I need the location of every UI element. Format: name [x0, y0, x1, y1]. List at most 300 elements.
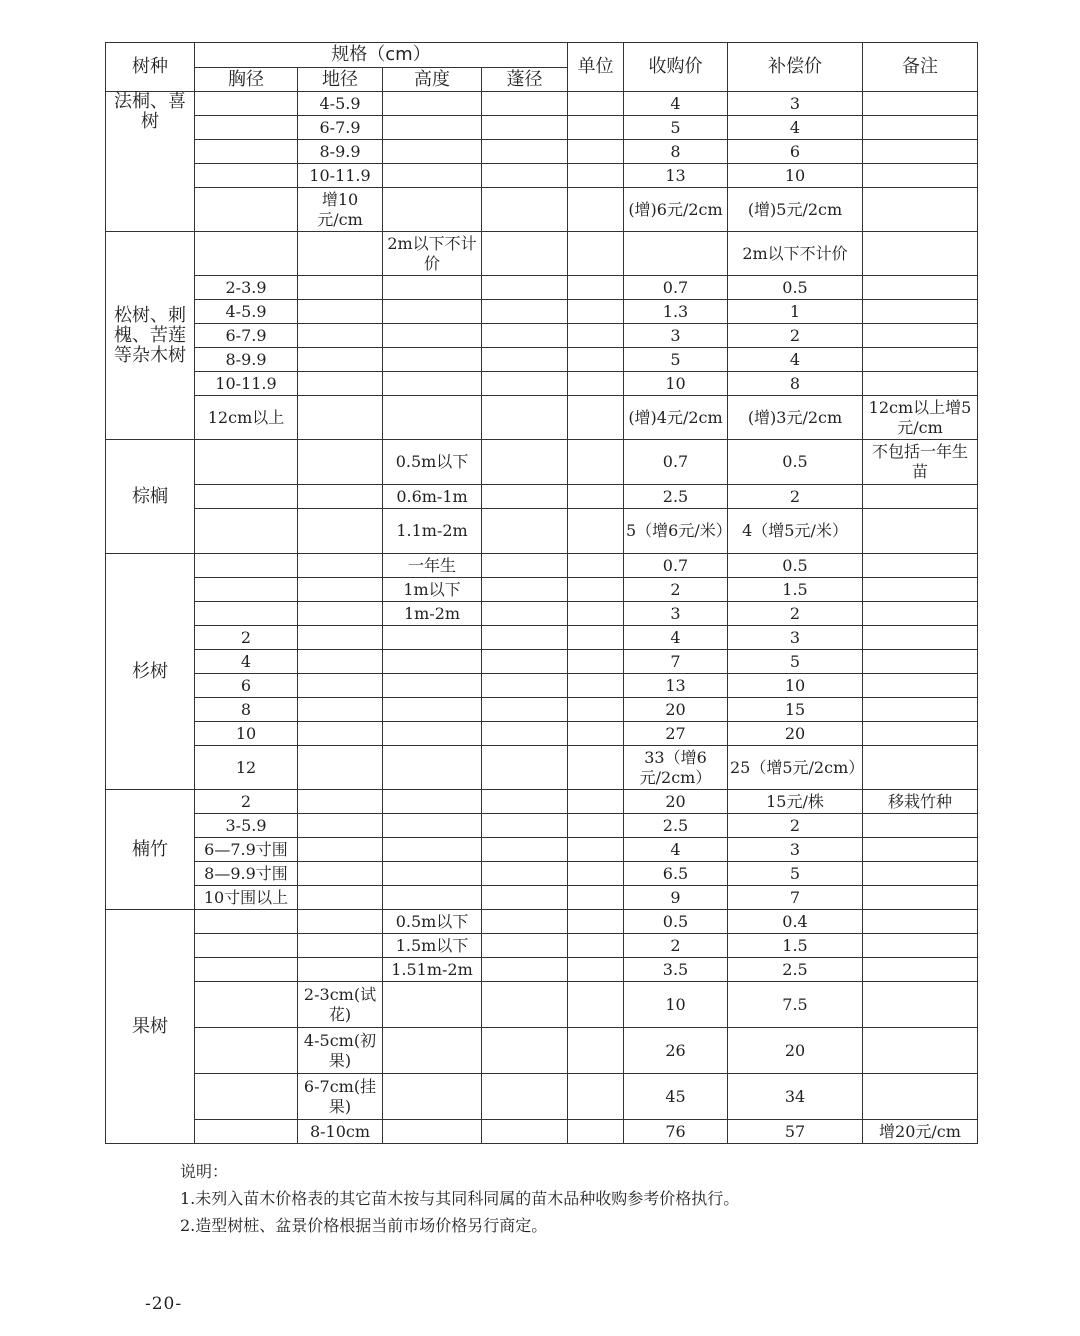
chest-diameter-cell: 10-11.9 — [195, 372, 298, 396]
chest-diameter-cell: 6—7.9寸围 — [195, 838, 298, 862]
height-cell — [383, 790, 482, 814]
unit-cell — [568, 164, 624, 188]
height-cell — [383, 164, 482, 188]
height-cell: 1.5m以下 — [383, 934, 482, 958]
ground-diameter-cell: 8-10cm — [298, 1120, 383, 1144]
unit-cell — [568, 578, 624, 602]
compensation-price-cell: 2 — [728, 485, 863, 509]
chest-diameter-cell: 10 — [195, 722, 298, 746]
crown-cell — [482, 674, 568, 698]
crown-cell — [482, 92, 568, 116]
ground-diameter-cell — [298, 698, 383, 722]
remark-cell — [863, 300, 978, 324]
chest-diameter-cell — [195, 509, 298, 554]
height-cell — [383, 1074, 482, 1120]
table-row — [106, 862, 978, 886]
table-row — [106, 602, 978, 626]
remark-cell — [863, 164, 978, 188]
notes-title: 说明： — [180, 1162, 229, 1181]
header-chest-diameter: 胸径 — [195, 68, 298, 92]
height-cell — [383, 372, 482, 396]
crown-cell — [482, 485, 568, 509]
height-cell: 0.6m-1m — [383, 485, 482, 509]
remark-cell — [863, 140, 978, 164]
chest-diameter-cell — [195, 92, 298, 116]
height-cell — [383, 746, 482, 790]
height-cell — [383, 348, 482, 372]
purchase-price-cell: 7 — [624, 650, 728, 674]
chest-diameter-cell: 8-9.9 — [195, 348, 298, 372]
table-row — [106, 324, 978, 348]
remark-cell — [863, 92, 978, 116]
chest-diameter-cell: 8 — [195, 698, 298, 722]
table-row — [106, 838, 978, 862]
purchase-price-cell: 0.5 — [624, 910, 728, 934]
chest-diameter-cell — [195, 440, 298, 485]
chest-diameter-cell: 6 — [195, 674, 298, 698]
crown-cell — [482, 746, 568, 790]
ground-diameter-cell: 8-9.9 — [298, 140, 383, 164]
remark-cell: 12cm以上增5元/cm — [863, 396, 978, 440]
ground-diameter-cell — [298, 650, 383, 674]
compensation-price-cell: 15元/株 — [728, 790, 863, 814]
height-cell — [383, 188, 482, 232]
ground-diameter-cell — [298, 626, 383, 650]
ground-diameter-cell — [298, 396, 383, 440]
species-name: 杉树 — [106, 554, 195, 790]
remark-cell — [863, 116, 978, 140]
unit-cell — [568, 232, 624, 276]
note-item-2: 2.造型树桩、盆景价格根据当前市场价格另行商定。 — [180, 1216, 548, 1235]
purchase-price-cell: 8 — [624, 140, 728, 164]
remark-cell — [863, 934, 978, 958]
ground-diameter-cell: 6-7cm(挂果) — [298, 1074, 383, 1120]
height-cell: 1.51m-2m — [383, 958, 482, 982]
compensation-price-cell: 2 — [728, 602, 863, 626]
compensation-price-cell: 4 — [728, 116, 863, 140]
unit-cell — [568, 348, 624, 372]
table-row — [106, 1028, 978, 1074]
purchase-price-cell: 3 — [624, 602, 728, 626]
remark-cell — [863, 188, 978, 232]
header-unit: 单位 — [568, 43, 624, 92]
table-row — [106, 485, 978, 509]
remark-cell — [863, 578, 978, 602]
unit-cell — [568, 838, 624, 862]
remark-cell — [863, 698, 978, 722]
purchase-price-cell: 0.7 — [624, 440, 728, 485]
header-height: 高度 — [383, 68, 482, 92]
remark-cell — [863, 862, 978, 886]
unit-cell — [568, 300, 624, 324]
remark-cell — [863, 626, 978, 650]
table-body — [106, 92, 978, 1144]
remark-cell — [863, 886, 978, 910]
table-row — [106, 982, 978, 1028]
unit-cell — [568, 862, 624, 886]
height-cell — [383, 140, 482, 164]
crown-cell — [482, 188, 568, 232]
remark-cell — [863, 602, 978, 626]
height-cell — [383, 814, 482, 838]
table-row — [106, 554, 978, 578]
table-row — [106, 698, 978, 722]
height-cell — [383, 982, 482, 1028]
height-cell — [383, 1028, 482, 1074]
unit-cell — [568, 1120, 624, 1144]
chest-diameter-cell — [195, 934, 298, 958]
compensation-price-cell: 5 — [728, 650, 863, 674]
crown-cell — [482, 958, 568, 982]
table-row — [106, 300, 978, 324]
chest-diameter-cell: 2-3.9 — [195, 276, 298, 300]
compensation-price-cell: (增)5元/2cm — [728, 188, 863, 232]
height-cell: 1m以下 — [383, 578, 482, 602]
chest-diameter-cell: 4-5.9 — [195, 300, 298, 324]
height-cell: 1.1m-2m — [383, 509, 482, 554]
remark-cell: 移栽竹种 — [863, 790, 978, 814]
chest-diameter-cell — [195, 232, 298, 276]
ground-diameter-cell — [298, 814, 383, 838]
crown-cell — [482, 372, 568, 396]
ground-diameter-cell — [298, 232, 383, 276]
unit-cell — [568, 722, 624, 746]
crown-cell — [482, 910, 568, 934]
purchase-price-cell: (增)4元/2cm — [624, 396, 728, 440]
compensation-price-cell: 20 — [728, 1028, 863, 1074]
unit-cell — [568, 910, 624, 934]
compensation-price-cell: 3 — [728, 92, 863, 116]
height-cell — [383, 300, 482, 324]
chest-diameter-cell: 8—9.9寸围 — [195, 862, 298, 886]
price-table — [105, 42, 978, 1144]
chest-diameter-cell: 3-5.9 — [195, 814, 298, 838]
purchase-price-cell: 5 — [624, 116, 728, 140]
ground-diameter-cell — [298, 886, 383, 910]
crown-cell — [482, 602, 568, 626]
unit-cell — [568, 958, 624, 982]
height-cell — [383, 698, 482, 722]
ground-diameter-cell — [298, 324, 383, 348]
table-row — [106, 746, 978, 790]
crown-cell — [482, 790, 568, 814]
chest-diameter-cell — [195, 910, 298, 934]
remark-cell: 不包括一年生苗 — [863, 440, 978, 485]
crown-cell — [482, 650, 568, 674]
height-cell: 一年生 — [383, 554, 482, 578]
crown-cell — [482, 276, 568, 300]
unit-cell — [568, 1028, 624, 1074]
unit-cell — [568, 324, 624, 348]
ground-diameter-cell — [298, 509, 383, 554]
compensation-price-cell: 10 — [728, 674, 863, 698]
ground-diameter-cell: 4-5cm(初果) — [298, 1028, 383, 1074]
crown-cell — [482, 934, 568, 958]
compensation-price-cell: 1.5 — [728, 578, 863, 602]
height-cell: 0.5m以下 — [383, 910, 482, 934]
remark-cell — [863, 650, 978, 674]
compensation-price-cell: 0.5 — [728, 276, 863, 300]
purchase-price-cell: 20 — [624, 698, 728, 722]
ground-diameter-cell: 6-7.9 — [298, 116, 383, 140]
unit-cell — [568, 934, 624, 958]
compensation-price-cell: 2.5 — [728, 958, 863, 982]
crown-cell — [482, 1120, 568, 1144]
compensation-price-cell: 25（增5元/2cm） — [728, 746, 863, 790]
table-row — [106, 92, 978, 116]
chest-diameter-cell — [195, 188, 298, 232]
compensation-price-cell: 10 — [728, 164, 863, 188]
unit-cell — [568, 485, 624, 509]
remark-cell — [863, 674, 978, 698]
note-item-1: 1.未列入苗木价格表的其它苗木按与其同科同属的苗木品种收购参考价格执行。 — [180, 1189, 740, 1208]
table-row — [106, 674, 978, 698]
height-cell — [383, 116, 482, 140]
unit-cell — [568, 746, 624, 790]
height-cell — [383, 722, 482, 746]
unit-cell — [568, 396, 624, 440]
compensation-price-cell: 0.5 — [728, 440, 863, 485]
purchase-price-cell: 33（增6元/2cm） — [624, 746, 728, 790]
compensation-price-cell: 7 — [728, 886, 863, 910]
purchase-price-cell: 5 — [624, 348, 728, 372]
header-species: 树种 — [106, 43, 195, 92]
unit-cell — [568, 116, 624, 140]
ground-diameter-cell — [298, 910, 383, 934]
crown-cell — [482, 862, 568, 886]
header-spec: 规格（cm） — [195, 43, 568, 68]
ground-diameter-cell — [298, 602, 383, 626]
remark-cell — [863, 838, 978, 862]
purchase-price-cell: 3.5 — [624, 958, 728, 982]
remark-cell — [863, 348, 978, 372]
purchase-price-cell: 9 — [624, 886, 728, 910]
ground-diameter-cell — [298, 440, 383, 485]
remark-cell — [863, 746, 978, 790]
table-row — [106, 626, 978, 650]
remark-cell — [863, 509, 978, 554]
unit-cell — [568, 1074, 624, 1120]
chest-diameter-cell: 2 — [195, 626, 298, 650]
unit-cell — [568, 814, 624, 838]
table-row — [106, 116, 978, 140]
header-ground-diameter: 地径 — [298, 68, 383, 92]
purchase-price-cell: 10 — [624, 372, 728, 396]
unit-cell — [568, 440, 624, 485]
table-row — [106, 164, 978, 188]
height-cell — [383, 674, 482, 698]
crown-cell — [482, 982, 568, 1028]
crown-cell — [482, 348, 568, 372]
ground-diameter-cell — [298, 554, 383, 578]
purchase-price-cell: 2 — [624, 578, 728, 602]
crown-cell — [482, 838, 568, 862]
crown-cell — [482, 300, 568, 324]
crown-cell — [482, 814, 568, 838]
table-row — [106, 886, 978, 910]
purchase-price-cell: 2.5 — [624, 485, 728, 509]
table-row — [106, 722, 978, 746]
height-cell — [383, 1120, 482, 1144]
height-cell — [383, 276, 482, 300]
unit-cell — [568, 276, 624, 300]
purchase-price-cell: 76 — [624, 1120, 728, 1144]
crown-cell — [482, 886, 568, 910]
chest-diameter-cell — [195, 602, 298, 626]
species-name: 楠竹 — [106, 790, 195, 910]
ground-diameter-cell — [298, 276, 383, 300]
chest-diameter-cell: 10寸围以上 — [195, 886, 298, 910]
height-cell — [383, 396, 482, 440]
chest-diameter-cell: 12cm以上 — [195, 396, 298, 440]
height-cell — [383, 862, 482, 886]
height-cell — [383, 626, 482, 650]
unit-cell — [568, 650, 624, 674]
remark-cell — [863, 232, 978, 276]
unit-cell — [568, 92, 624, 116]
remark-cell — [863, 554, 978, 578]
unit-cell — [568, 698, 624, 722]
ground-diameter-cell: 增10元/cm — [298, 188, 383, 232]
height-cell: 1m-2m — [383, 602, 482, 626]
chest-diameter-cell — [195, 1028, 298, 1074]
ground-diameter-cell — [298, 934, 383, 958]
ground-diameter-cell: 10-11.9 — [298, 164, 383, 188]
height-cell — [383, 92, 482, 116]
purchase-price-cell: 2.5 — [624, 814, 728, 838]
purchase-price-cell: 5（增6元/米） — [624, 509, 728, 554]
notes — [180, 1158, 739, 1239]
ground-diameter-cell: 2-3cm(试花) — [298, 982, 383, 1028]
remark-cell — [863, 722, 978, 746]
crown-cell — [482, 440, 568, 485]
table-row — [106, 440, 978, 485]
compensation-price-cell: 3 — [728, 838, 863, 862]
chest-diameter-cell: 4 — [195, 650, 298, 674]
compensation-price-cell: 5 — [728, 862, 863, 886]
ground-diameter-cell — [298, 862, 383, 886]
chest-diameter-cell — [195, 1120, 298, 1144]
purchase-price-cell: 0.7 — [624, 554, 728, 578]
table-row — [106, 958, 978, 982]
chest-diameter-cell — [195, 554, 298, 578]
table-row — [106, 934, 978, 958]
remark-cell — [863, 910, 978, 934]
height-cell: 0.5m以下 — [383, 440, 482, 485]
species-name: 果树 — [106, 910, 195, 1144]
crown-cell — [482, 1074, 568, 1120]
crown-cell — [482, 396, 568, 440]
unit-cell — [568, 509, 624, 554]
table-row — [106, 348, 978, 372]
crown-cell — [482, 626, 568, 650]
compensation-price-cell: 1.5 — [728, 934, 863, 958]
ground-diameter-cell — [298, 578, 383, 602]
unit-cell — [568, 602, 624, 626]
crown-cell — [482, 140, 568, 164]
remark-cell — [863, 958, 978, 982]
chest-diameter-cell — [195, 982, 298, 1028]
height-cell: 2m以下不计价 — [383, 232, 482, 276]
crown-cell — [482, 116, 568, 140]
purchase-price-cell: 0.7 — [624, 276, 728, 300]
unit-cell — [568, 554, 624, 578]
chest-diameter-cell: 6-7.9 — [195, 324, 298, 348]
ground-diameter-cell — [298, 746, 383, 790]
compensation-price-cell: 2 — [728, 814, 863, 838]
table-row — [106, 578, 978, 602]
remark-cell — [863, 982, 978, 1028]
purchase-price-cell: 1.3 — [624, 300, 728, 324]
purchase-price-cell: 45 — [624, 1074, 728, 1120]
ground-diameter-cell — [298, 958, 383, 982]
chest-diameter-cell: 2 — [195, 790, 298, 814]
remark-cell — [863, 1028, 978, 1074]
compensation-price-cell: 20 — [728, 722, 863, 746]
crown-cell — [482, 698, 568, 722]
purchase-price-cell: 27 — [624, 722, 728, 746]
remark-cell — [863, 324, 978, 348]
table-row — [106, 372, 978, 396]
purchase-price-cell: 4 — [624, 838, 728, 862]
crown-cell — [482, 232, 568, 276]
header-remark: 备注 — [863, 43, 978, 92]
page-number: -20- — [145, 1294, 183, 1314]
compensation-price-cell: 57 — [728, 1120, 863, 1144]
purchase-price-cell: 2 — [624, 934, 728, 958]
crown-cell — [482, 722, 568, 746]
table-row — [106, 140, 978, 164]
unit-cell — [568, 886, 624, 910]
chest-diameter-cell: 12 — [195, 746, 298, 790]
ground-diameter-cell — [298, 674, 383, 698]
purchase-price-cell: 13 — [624, 164, 728, 188]
species-name: 法桐、喜树 — [106, 92, 195, 232]
table-row — [106, 276, 978, 300]
compensation-price-cell: 2m以下不计价 — [728, 232, 863, 276]
table-row — [106, 814, 978, 838]
compensation-price-cell: 8 — [728, 372, 863, 396]
compensation-price-cell: 15 — [728, 698, 863, 722]
remark-cell — [863, 814, 978, 838]
header-crown: 蓬径 — [482, 68, 568, 92]
compensation-price-cell: 4（增5元/米） — [728, 509, 863, 554]
species-name: 松树、刺槐、苦莲等杂木树 — [106, 232, 195, 440]
purchase-price-cell — [624, 232, 728, 276]
purchase-price-cell: 4 — [624, 92, 728, 116]
table-row — [106, 1120, 978, 1144]
purchase-price-cell: (增)6元/2cm — [624, 188, 728, 232]
chest-diameter-cell — [195, 485, 298, 509]
compensation-price-cell: 0.4 — [728, 910, 863, 934]
unit-cell — [568, 140, 624, 164]
height-cell — [383, 324, 482, 348]
unit-cell — [568, 674, 624, 698]
header-compensation: 补偿价 — [728, 43, 863, 92]
compensation-price-cell: (增)3元/2cm — [728, 396, 863, 440]
chest-diameter-cell — [195, 578, 298, 602]
ground-diameter-cell — [298, 372, 383, 396]
ground-diameter-cell — [298, 838, 383, 862]
crown-cell — [482, 164, 568, 188]
purchase-price-cell: 4 — [624, 626, 728, 650]
ground-diameter-cell — [298, 348, 383, 372]
crown-cell — [482, 1028, 568, 1074]
table-row — [106, 910, 978, 934]
purchase-price-cell: 13 — [624, 674, 728, 698]
purchase-price-cell: 20 — [624, 790, 728, 814]
height-cell — [383, 838, 482, 862]
